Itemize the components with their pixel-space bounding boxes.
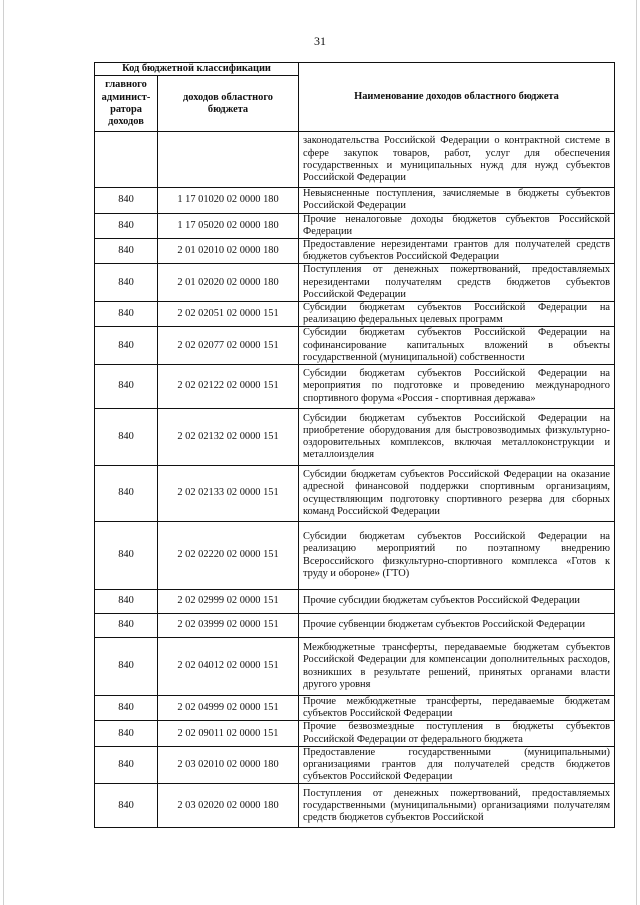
header-revenue-name: Наименование доходов областного бюджета — [299, 63, 615, 132]
table-row — [95, 696, 615, 721]
administrator-code-cell: 840 — [95, 264, 158, 302]
revenue-name-cell: Субсидии бюджетам субъектов Российской Федерации на мероприятия по подготовке и проведению международного спортивного форума «Россия - спортивная держава» — [299, 365, 615, 409]
table-row — [95, 614, 615, 638]
administrator-code-cell: 840 — [95, 466, 158, 522]
revenue-name-cell: Прочие межбюджетные трансферты, передаваемые бюджетам субъектов Российской Федерации — [299, 696, 615, 721]
revenue-code-cell: 2 02 02220 02 0000 151 — [158, 522, 299, 590]
table-row — [95, 721, 615, 746]
revenue-code-cell: 2 02 02999 02 0000 151 — [158, 590, 299, 614]
revenue-name-cell: Межбюджетные трансферты, передаваемые бюджетам субъектов Российской Федерации для компенсации дополнительных расходов, возникших в результате решений, принятых органами власти другого уровня — [299, 638, 615, 696]
revenue-code-cell: 2 02 09011 02 0000 151 — [158, 721, 299, 746]
header-regional-revenue: доходов областного бюджета — [158, 76, 299, 132]
revenue-name-cell: Предоставление нерезидентами грантов для получателей средств бюджетов субъектов Российской Федерации — [299, 239, 615, 264]
revenue-name-cell: Субсидии бюджетам субъектов Российской Федерации на оказание адресной финансовой поддержки спортивным организациям, осуществляющим подготовку спортивного резерва для сборных команд Российской Федерации — [299, 466, 615, 522]
revenue-code-cell: 2 01 02020 02 0000 180 — [158, 264, 299, 302]
administrator-code-cell: 840 — [95, 522, 158, 590]
revenue-name-cell: Поступления от денежных пожертвований, предоставляемых государственными (муниципальными) организациями получателям средств бюджетов субъектов Российской — [299, 784, 615, 828]
revenue-code-cell: 2 02 02077 02 0000 151 — [158, 327, 299, 365]
revenue-code-cell: 2 02 02051 02 0000 151 — [158, 302, 299, 327]
administrator-code-cell: 840 — [95, 239, 158, 264]
administrator-code-cell: 840 — [95, 365, 158, 409]
table-row — [95, 638, 615, 696]
header-classification-code: Код бюджетной классификации — [95, 63, 299, 76]
table-row — [95, 784, 615, 828]
administrator-code-cell: 840 — [95, 746, 158, 784]
revenue-code-cell: 1 17 01020 02 0000 180 — [158, 188, 299, 213]
revenue-name-cell: Поступления от денежных пожертвований, предоставляемых нерезидентами получателям средств бюджетов субъектов Российской Федерации — [299, 264, 615, 302]
revenue-code-cell: 2 02 03999 02 0000 151 — [158, 614, 299, 638]
revenue-code-cell: 2 02 04999 02 0000 151 — [158, 696, 299, 721]
revenue-name-cell: Прочие субвенции бюджетам субъектов Российской Федерации — [299, 614, 615, 638]
table-row — [95, 213, 615, 238]
table-row — [95, 239, 615, 264]
revenue-name-cell: Субсидии бюджетам субъектов Российской Федерации на реализацию федеральных целевых программ — [299, 302, 615, 327]
table-row — [95, 132, 615, 188]
scan-edge-left — [3, 0, 4, 905]
administrator-code-cell: 840 — [95, 409, 158, 466]
revenue-name-cell: Субсидии бюджетам субъектов Российской Федерации на реализацию мероприятий по поэтапному внедрению Всероссийского физкультурно-спортивного комплекса «Готов к труду и обороне» (ГТО) — [299, 522, 615, 590]
revenue-code-cell: 2 02 02132 02 0000 151 — [158, 409, 299, 466]
table-row — [95, 746, 615, 784]
administrator-code-cell: 840 — [95, 327, 158, 365]
budget-classification-table — [94, 62, 615, 828]
administrator-code-cell: 840 — [95, 614, 158, 638]
revenue-code-cell: 2 01 02010 02 0000 180 — [158, 239, 299, 264]
revenue-name-cell: Субсидии бюджетам субъектов Российской Федерации на приобретение оборудования для быстровозводимых физкультурно-оздоровительных комплексов, включая металлоконструкции и металлоизделия — [299, 409, 615, 466]
table-row — [95, 466, 615, 522]
table-row — [95, 365, 615, 409]
revenue-code-cell: 1 17 05020 02 0000 180 — [158, 213, 299, 238]
table-row — [95, 409, 615, 466]
table-row — [95, 522, 615, 590]
revenue-code-cell: 2 03 02010 02 0000 180 — [158, 746, 299, 784]
revenue-name-cell: Прочие субсидии бюджетам субъектов Российской Федерации — [299, 590, 615, 614]
revenue-name-cell: Предоставление государственными (муниципальными) организациями грантов для получателей средств бюджетов субъектов Российской Федерации — [299, 746, 615, 784]
revenue-code-cell: 2 02 02122 02 0000 151 — [158, 365, 299, 409]
administrator-code-cell: 840 — [95, 213, 158, 238]
page-number: 31 — [314, 34, 326, 48]
table-row — [95, 264, 615, 302]
table-row — [95, 302, 615, 327]
revenue-code-cell: 2 02 04012 02 0000 151 — [158, 638, 299, 696]
revenue-code-cell: 2 02 02133 02 0000 151 — [158, 466, 299, 522]
table-row — [95, 590, 615, 614]
revenue-code-cell: 2 03 02020 02 0000 180 — [158, 784, 299, 828]
administrator-code-cell: 840 — [95, 696, 158, 721]
administrator-code-cell: 840 — [95, 638, 158, 696]
table-row — [95, 188, 615, 213]
administrator-code-cell: 840 — [95, 188, 158, 213]
header-main-administrator: главного админист-ратора доходов — [95, 76, 158, 132]
scan-edge-right — [636, 0, 637, 905]
administrator-code-cell: 840 — [95, 590, 158, 614]
revenue-name-cell: Невыясненные поступления, зачисляемые в бюджеты субъектов Российской Федерации — [299, 188, 615, 213]
revenue-code-cell — [158, 132, 299, 188]
revenue-name-cell: Прочие неналоговые доходы бюджетов субъектов Российской Федерации — [299, 213, 615, 238]
administrator-code-cell: 840 — [95, 302, 158, 327]
revenue-name-cell: Прочие безвозмездные поступления в бюджеты субъектов Российской Федерации от федерального бюджета — [299, 721, 615, 746]
administrator-code-cell — [95, 132, 158, 188]
administrator-code-cell: 840 — [95, 784, 158, 828]
administrator-code-cell: 840 — [95, 721, 158, 746]
revenue-name-cell: Субсидии бюджетам субъектов Российской Федерации на софинансирование капитальных вложений в объекты государственной (муниципальной) собственности — [299, 327, 615, 365]
table-row — [95, 327, 615, 365]
revenue-name-cell: законодательства Российской Федерации о контрактной системе в сфере закупок товаров, работ, услуг для обеспечения государственных и муниципальных нужд для нужд субъектов Российской Федерации — [299, 132, 615, 188]
